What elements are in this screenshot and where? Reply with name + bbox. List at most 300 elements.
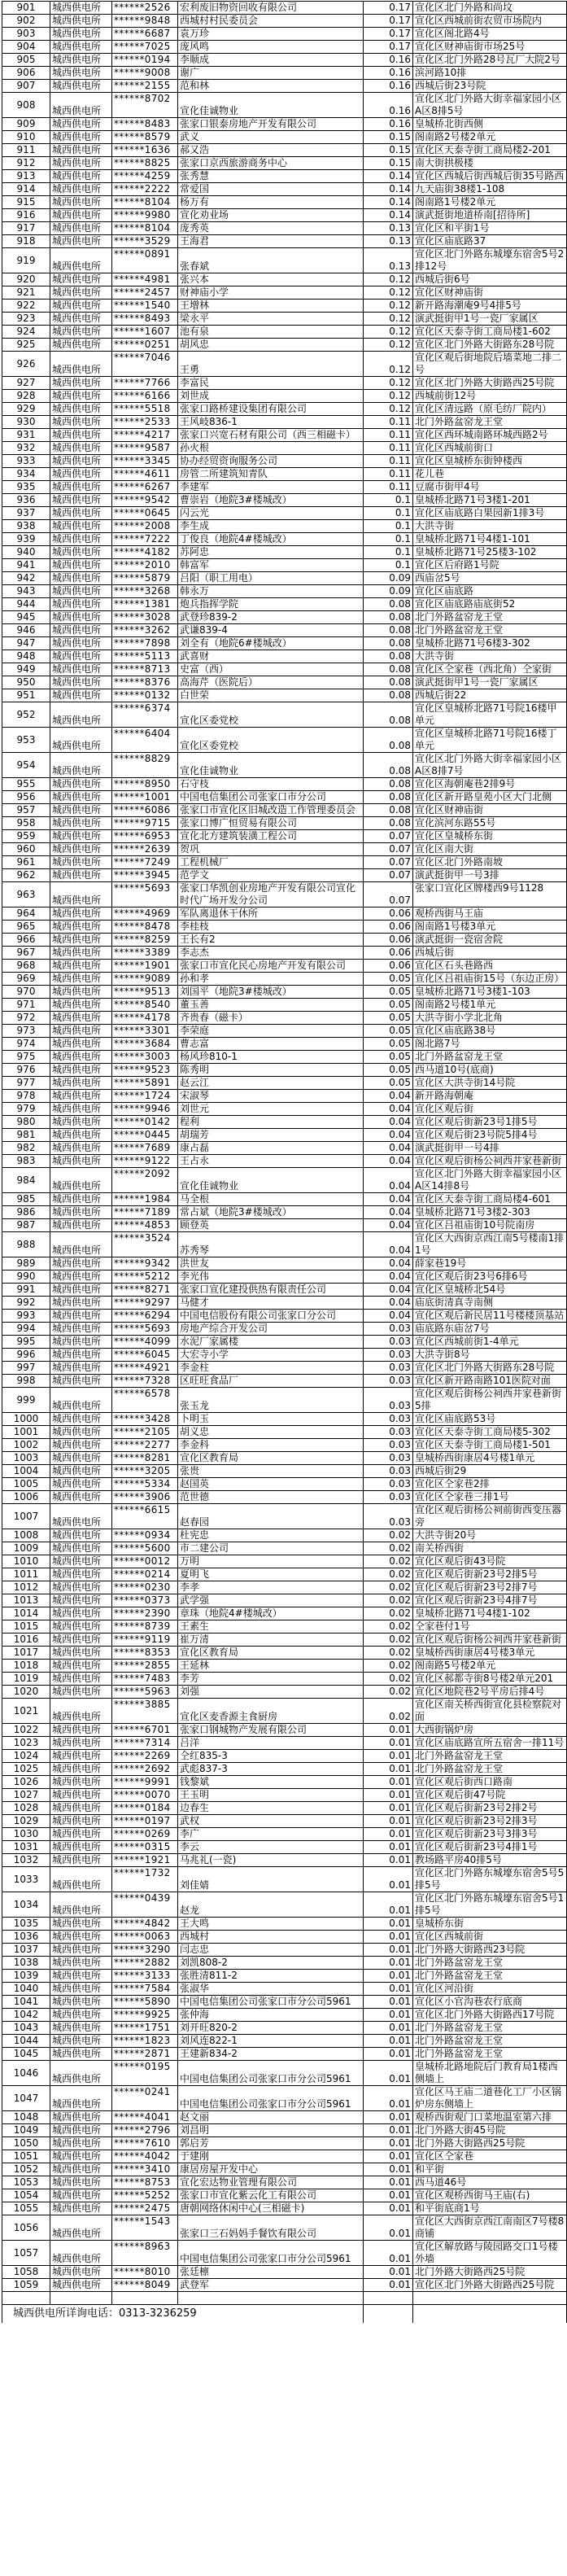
address-cell: 仝家巷付1号 bbox=[413, 1620, 567, 1634]
table-row bbox=[2, 2111, 567, 2124]
address-cell: 宣化区观后街43号院 bbox=[413, 1555, 567, 1568]
seq-cell: 993 bbox=[2, 1310, 50, 1323]
station-cell: 城西供电所 bbox=[50, 1025, 112, 1038]
amount-cell: 0.01 bbox=[364, 2111, 413, 2124]
address-cell: 大洪寺街 bbox=[413, 650, 567, 663]
seq-cell: 1056 bbox=[2, 2215, 50, 2241]
seq-cell: 1028 bbox=[2, 1802, 50, 1815]
seq-cell: 999 bbox=[2, 1388, 50, 1413]
table-row bbox=[2, 28, 567, 41]
amount-cell: 0.02 bbox=[364, 1555, 413, 1568]
amount-cell: 0.12 bbox=[364, 377, 413, 390]
customer-name-cell: 马兆礼(一瓷) bbox=[178, 1854, 364, 1867]
customer-name-cell: 钱黎斌 bbox=[178, 1776, 364, 1789]
table-row bbox=[2, 1142, 567, 1155]
account-cell: ******8049 bbox=[112, 2279, 178, 2292]
seq-cell: 1059 bbox=[2, 2279, 50, 2292]
seq-cell: 918 bbox=[2, 235, 50, 248]
amount-cell: 0.01 bbox=[364, 2061, 413, 2086]
account-cell: ******9089 bbox=[112, 973, 178, 986]
table-row bbox=[2, 352, 567, 377]
station-cell: 城西供电所 bbox=[50, 352, 112, 377]
amount-cell: 0.04 bbox=[364, 1090, 413, 1103]
table-row bbox=[2, 1388, 567, 1413]
station-cell: 城西供电所 bbox=[50, 390, 112, 403]
station-cell: 城西供电所 bbox=[50, 326, 112, 339]
table-row bbox=[2, 804, 567, 817]
account-cell: ******6687 bbox=[112, 28, 178, 41]
customer-name-cell: 财神庙小学 bbox=[178, 286, 364, 300]
address-cell: 宣化区观后街新23号1排5号 bbox=[413, 1116, 567, 1129]
station-cell: 城西供电所 bbox=[50, 1193, 112, 1206]
seq-cell: 922 bbox=[2, 300, 50, 313]
amount-cell: 0.01 bbox=[364, 1750, 413, 1763]
station-cell: 城西供电所 bbox=[50, 1529, 112, 1542]
amount-cell: 0.08 bbox=[364, 778, 413, 791]
amount-cell: 0.01 bbox=[364, 1789, 413, 1802]
station-cell: 城西供电所 bbox=[50, 286, 112, 300]
station-cell: 城西供电所 bbox=[50, 235, 112, 248]
seq-cell: 997 bbox=[2, 1362, 50, 1375]
address-cell: 庙底街清真寺南侧 bbox=[413, 1297, 567, 1310]
seq-cell: 917 bbox=[2, 222, 50, 235]
table-row bbox=[2, 183, 567, 196]
account-cell: ******0194 bbox=[112, 54, 178, 67]
amount-cell: 0.08 bbox=[364, 689, 413, 702]
address-cell: 宣化区观后街新23号4排1号 bbox=[413, 1841, 567, 1854]
account-cell: ******5891 bbox=[112, 1077, 178, 1090]
station-cell: 城西供电所 bbox=[50, 999, 112, 1012]
account-cell: ******8483 bbox=[112, 118, 178, 131]
amount-cell: 0.03 bbox=[364, 1336, 413, 1349]
table-row bbox=[2, 1116, 567, 1129]
seq-cell: 975 bbox=[2, 1051, 50, 1064]
address-cell: 皇城桥北街西侧 bbox=[413, 118, 567, 131]
amount-cell: 0.08 bbox=[364, 804, 413, 817]
customer-name-cell: 康占磊 bbox=[178, 1142, 364, 1155]
station-cell: 城西供电所 bbox=[50, 804, 112, 817]
station-cell: 城西供电所 bbox=[50, 2009, 112, 2022]
seq-cell: 1018 bbox=[2, 1660, 50, 1673]
station-cell: 城西供电所 bbox=[50, 67, 112, 80]
seq-cell: 1013 bbox=[2, 1594, 50, 1607]
address-cell: 宣化区观后街西口路南 bbox=[413, 1776, 567, 1789]
customer-name-cell: 武义 bbox=[178, 131, 364, 144]
customer-name-cell: 范学文 bbox=[178, 869, 364, 882]
amount-cell: 0.11 bbox=[364, 481, 413, 494]
station-cell: 城西供电所 bbox=[50, 960, 112, 973]
table-row bbox=[2, 1568, 567, 1581]
station-cell: 城西供电所 bbox=[50, 1918, 112, 1931]
address-cell: 西城后街 bbox=[413, 947, 567, 960]
amount-cell: 0.09 bbox=[364, 572, 413, 585]
customer-name-cell: 韩富军 bbox=[178, 559, 364, 572]
customer-name-cell: 李建军 bbox=[178, 481, 364, 494]
account-cell: ******0142 bbox=[112, 1116, 178, 1129]
customer-name-cell: 张家口路桥建设集团有限公司 bbox=[178, 403, 364, 416]
station-cell: 城西供电所 bbox=[50, 1168, 112, 1193]
customer-name-cell: 曹崇岩（地院3#楼城改） bbox=[178, 494, 364, 507]
seq-cell: 924 bbox=[2, 326, 50, 339]
address-cell: 宣化区观后街新23号2排5号 bbox=[413, 1568, 567, 1581]
table-body bbox=[2, 2, 567, 2292]
table-row bbox=[2, 326, 567, 339]
amount-cell: 0.11 bbox=[364, 429, 413, 442]
customer-name-cell: 池有泉 bbox=[178, 326, 364, 339]
station-cell: 城西供电所 bbox=[50, 209, 112, 222]
address-cell: 观桥西街马王庙 bbox=[413, 908, 567, 921]
address-cell: 宣化区大西街京西江南5号楼南1排1号 bbox=[413, 1232, 567, 1257]
table-row bbox=[2, 1634, 567, 1647]
amount-cell: 0.01 bbox=[364, 2124, 413, 2137]
seq-cell: 1031 bbox=[2, 1841, 50, 1854]
account-cell: ******5252 bbox=[112, 2189, 178, 2202]
amount-cell: 0.16 bbox=[364, 80, 413, 93]
seq-cell: 1029 bbox=[2, 1815, 50, 1828]
seq-cell: 1039 bbox=[2, 1970, 50, 1983]
address-cell: 宣化区财神庙街 bbox=[413, 286, 567, 300]
customer-name-cell: 工程机械厂 bbox=[178, 856, 364, 869]
account-cell: ******0230 bbox=[112, 1581, 178, 1594]
amount-cell: 0.1 bbox=[364, 494, 413, 507]
address-cell: 宣化区西城前街农贸市场院内 bbox=[413, 15, 567, 28]
amount-cell: 0.1 bbox=[364, 520, 413, 533]
account-cell: ******2155 bbox=[112, 80, 178, 93]
amount-cell: 0.01 bbox=[364, 1802, 413, 1815]
seq-cell: 1023 bbox=[2, 1737, 50, 1750]
address-cell: 宣化区吕祖庙街15号（东边正房） bbox=[413, 973, 567, 986]
station-cell: 城西供电所 bbox=[50, 118, 112, 131]
seq-cell: 912 bbox=[2, 157, 50, 170]
account-cell: ******2105 bbox=[112, 1426, 178, 1439]
station-cell: 城西供电所 bbox=[50, 1323, 112, 1336]
table-row bbox=[2, 2061, 567, 2086]
address-cell: 阁北路7号 bbox=[413, 1038, 567, 1051]
station-cell: 城西供电所 bbox=[50, 28, 112, 41]
station-cell: 城西供电所 bbox=[50, 2215, 112, 2241]
amount-cell: 0.02 bbox=[364, 1699, 413, 1724]
station-cell: 城西供电所 bbox=[50, 1297, 112, 1310]
station-cell: 城西供电所 bbox=[50, 1129, 112, 1142]
customer-name-cell: 王勇 bbox=[178, 352, 364, 377]
amount-cell: 0.03 bbox=[364, 1375, 413, 1388]
seq-cell: 926 bbox=[2, 352, 50, 377]
seq-cell: 981 bbox=[2, 1129, 50, 1142]
address-cell: 阁南路1号楼3单元 bbox=[413, 921, 567, 934]
amount-cell: 0.05 bbox=[364, 986, 413, 999]
account-cell: ******6374 bbox=[112, 702, 178, 728]
table-row bbox=[2, 67, 567, 80]
account-cell: ******4969 bbox=[112, 908, 178, 921]
table-row bbox=[2, 728, 567, 753]
seq-cell: 1001 bbox=[2, 1426, 50, 1439]
seq-cell: 923 bbox=[2, 313, 50, 326]
amount-cell: 0.03 bbox=[364, 1349, 413, 1362]
station-cell: 城西供电所 bbox=[50, 1737, 112, 1750]
table-row bbox=[2, 817, 567, 830]
customer-name-cell: 刘风连822-1 bbox=[178, 2035, 364, 2048]
account-cell: ******7610 bbox=[112, 2137, 178, 2150]
amount-cell: 0.01 bbox=[364, 2022, 413, 2035]
amount-cell: 0.01 bbox=[364, 1867, 413, 1892]
seq-cell: 976 bbox=[2, 1064, 50, 1077]
amount-cell: 0.01 bbox=[364, 1763, 413, 1776]
table-row bbox=[2, 663, 567, 676]
amount-cell: 0.03 bbox=[364, 1362, 413, 1375]
seq-cell: 920 bbox=[2, 273, 50, 286]
account-cell: ******2010 bbox=[112, 559, 178, 572]
address-cell: 宣化区北门外路大街幸福家园小区A区14排8号 bbox=[413, 1168, 567, 1193]
station-cell: 城西供电所 bbox=[50, 2124, 112, 2137]
customer-name-cell: 武彪837-3 bbox=[178, 1763, 364, 1776]
address-cell: 豆腐市街甲4号 bbox=[413, 481, 567, 494]
address-cell: 北门外路大街路西23号院 bbox=[413, 1944, 567, 1957]
table-row bbox=[2, 273, 567, 286]
customer-name-cell: 赵龙 bbox=[178, 1892, 364, 1918]
table-row bbox=[2, 248, 567, 273]
customer-name-cell: 张贵 bbox=[178, 1465, 364, 1478]
account-cell: ******3389 bbox=[112, 947, 178, 960]
address-cell: 宣化区庙底路白果园新1排3号 bbox=[413, 507, 567, 520]
address-cell: 宣化区仝家巷三排1号 bbox=[413, 1491, 567, 1504]
table-row bbox=[2, 1284, 567, 1297]
table-row bbox=[2, 856, 567, 869]
amount-cell: 0.12 bbox=[364, 313, 413, 326]
address-cell: 西城后街29 bbox=[413, 1465, 567, 1478]
customer-name-cell: 宣化区教育局 bbox=[178, 1452, 364, 1465]
account-cell: ******5693 bbox=[112, 1323, 178, 1336]
address-cell: 宣化区观桥西街马王庙(右) bbox=[413, 2189, 567, 2202]
station-cell: 城西供电所 bbox=[50, 1776, 112, 1789]
customer-name-cell: 区旺旺食品厂 bbox=[178, 1375, 364, 1388]
station-cell: 城西供电所 bbox=[50, 1996, 112, 2009]
address-cell: 西城后街23号院 bbox=[413, 80, 567, 93]
seq-cell: 934 bbox=[2, 468, 50, 481]
customer-name-cell: 张家口华凯创业房地产开发有限公司宣化时代广场开发分公司 bbox=[178, 882, 364, 908]
amount-cell: 0.02 bbox=[364, 1529, 413, 1542]
account-cell: ******0184 bbox=[112, 1802, 178, 1815]
station-cell: 城西供电所 bbox=[50, 481, 112, 494]
address-cell: 宣化区天泰寺街工商局楼1-602 bbox=[413, 326, 567, 339]
table-row bbox=[2, 1607, 567, 1620]
seq-cell: 1012 bbox=[2, 1581, 50, 1594]
account-cell: ******0439 bbox=[112, 1892, 178, 1918]
table-row bbox=[2, 2279, 567, 2292]
customer-name-cell: 张兴本 bbox=[178, 273, 364, 286]
customer-name-cell: 梁永平 bbox=[178, 313, 364, 326]
seq-cell: 1014 bbox=[2, 1607, 50, 1620]
station-cell: 城西供电所 bbox=[50, 533, 112, 546]
seq-cell: 1034 bbox=[2, 1892, 50, 1918]
station-cell: 城西供电所 bbox=[50, 2022, 112, 2035]
table-row bbox=[2, 1465, 567, 1478]
station-cell: 城西供电所 bbox=[50, 1310, 112, 1323]
amount-cell: 0.02 bbox=[364, 1620, 413, 1634]
seq-cell: 944 bbox=[2, 598, 50, 611]
station-cell: 城西供电所 bbox=[50, 1581, 112, 1594]
station-cell: 城西供电所 bbox=[50, 2189, 112, 2202]
amount-cell: 0.06 bbox=[364, 934, 413, 947]
account-cell: ******8963 bbox=[112, 2241, 178, 2266]
table-row bbox=[2, 1750, 567, 1763]
station-cell: 城西供电所 bbox=[50, 1426, 112, 1439]
customer-name-cell: 武权 bbox=[178, 1815, 364, 1828]
seq-cell: 940 bbox=[2, 546, 50, 559]
account-cell: ******0373 bbox=[112, 1594, 178, 1607]
table-row bbox=[2, 830, 567, 843]
address-cell: 宣化区庙底路53号 bbox=[413, 1413, 567, 1426]
station-cell: 城西供电所 bbox=[50, 1568, 112, 1581]
seq-cell: 936 bbox=[2, 494, 50, 507]
account-cell: ******3028 bbox=[112, 611, 178, 624]
customer-name-cell: 石守枝 bbox=[178, 778, 364, 791]
account-cell: ******2475 bbox=[112, 2202, 178, 2215]
customer-name-cell: 刘凯808-2 bbox=[178, 1957, 364, 1970]
amount-cell: 0.03 bbox=[364, 1323, 413, 1336]
seq-cell: 905 bbox=[2, 54, 50, 67]
account-cell: ******8259 bbox=[112, 934, 178, 947]
amount-cell: 0.05 bbox=[364, 1051, 413, 1064]
amount-cell: 0.01 bbox=[364, 1944, 413, 1957]
station-cell: 城西供电所 bbox=[50, 2, 112, 15]
station-cell: 城西供电所 bbox=[50, 676, 112, 689]
account-cell: ******2222 bbox=[112, 183, 178, 196]
amount-cell: 0.03 bbox=[364, 1439, 413, 1452]
customer-name-cell: 曹志富 bbox=[178, 1038, 364, 1051]
station-cell: 城西供电所 bbox=[50, 520, 112, 533]
table-row bbox=[2, 585, 567, 598]
amount-cell: 0.01 bbox=[364, 2137, 413, 2150]
address-cell: 宣化区观后街杨公祠西井家巷新街5排 bbox=[413, 1388, 567, 1413]
address-cell: 西庙岔5号 bbox=[413, 572, 567, 585]
station-cell: 城西供电所 bbox=[50, 2061, 112, 2086]
table-row bbox=[2, 753, 567, 778]
seq-cell: 1026 bbox=[2, 1776, 50, 1789]
amount-cell: 0.16 bbox=[364, 118, 413, 131]
account-cell: ******2882 bbox=[112, 1957, 178, 1970]
account-cell: ******3133 bbox=[112, 1970, 178, 1983]
address-cell: 宣化区观后街23号6排6号 bbox=[413, 1271, 567, 1284]
account-cell: ******9119 bbox=[112, 1634, 178, 1647]
table-row bbox=[2, 313, 567, 326]
station-cell: 城西供电所 bbox=[50, 1542, 112, 1555]
address-cell: 宣化区天泰寺街工商局楼4-601 bbox=[413, 1193, 567, 1206]
account-cell: ******2639 bbox=[112, 843, 178, 856]
address-cell: 宣化区西环城南路环城西路2号 bbox=[413, 429, 567, 442]
station-cell: 城西供电所 bbox=[50, 728, 112, 753]
account-cell: ******0891 bbox=[112, 248, 178, 273]
address-cell: 北门外路盆窑龙王堂 bbox=[413, 2022, 567, 2035]
amount-cell: 0.17 bbox=[364, 15, 413, 28]
customer-name-cell: 张家口市宣化紫云化工有限公司 bbox=[178, 2189, 364, 2202]
amount-cell: 0.04 bbox=[364, 1297, 413, 1310]
address-cell: 和平街底商1号 bbox=[413, 2202, 567, 2215]
seq-cell: 961 bbox=[2, 856, 50, 869]
customer-name-cell: 房地产综合开发公司 bbox=[178, 1323, 364, 1336]
seq-cell: 909 bbox=[2, 118, 50, 131]
seq-cell: 1054 bbox=[2, 2189, 50, 2202]
amount-cell: 0.08 bbox=[364, 817, 413, 830]
amount-cell: 0.01 bbox=[364, 1996, 413, 2009]
table-row bbox=[2, 559, 567, 572]
account-cell: ******6045 bbox=[112, 1349, 178, 1362]
table-row bbox=[2, 1349, 567, 1362]
customer-name-cell: 卜明玉 bbox=[178, 1413, 364, 1426]
table-row bbox=[2, 93, 567, 118]
address-cell: 宣化区皇城桥北路71号院16楼丁单元 bbox=[413, 728, 567, 753]
amount-cell: 0.04 bbox=[364, 1129, 413, 1142]
empty-cell bbox=[413, 2305, 567, 2323]
table-row bbox=[2, 999, 567, 1012]
account-cell: ******2871 bbox=[112, 2048, 178, 2061]
address-cell: 宣化区地院巷2号平房后排4号 bbox=[413, 1686, 567, 1699]
station-cell: 城西供电所 bbox=[50, 183, 112, 196]
seq-cell: 935 bbox=[2, 481, 50, 494]
table-row bbox=[2, 1931, 567, 1944]
address-cell: 大西街锅炉房 bbox=[413, 1724, 567, 1737]
account-cell: ******8478 bbox=[112, 921, 178, 934]
amount-cell: 0.03 bbox=[364, 1413, 413, 1426]
address-cell: 皇城桥西街康居4号楼3单元 bbox=[413, 1647, 567, 1660]
amount-cell: 0.1 bbox=[364, 533, 413, 546]
table-row bbox=[2, 157, 567, 170]
amount-cell: 0.01 bbox=[364, 2009, 413, 2022]
footer-phone-text: 城西供电所详询电话：0313-3236259 bbox=[2, 2305, 364, 2323]
address-cell: 张家口宣化区牌楼西9号1128 bbox=[413, 882, 567, 908]
station-cell: 城西供电所 bbox=[50, 1116, 112, 1129]
account-cell: ******7689 bbox=[112, 1142, 178, 1155]
customer-name-cell: 胡义忠 bbox=[178, 1426, 364, 1439]
customer-name-cell: 闪云光 bbox=[178, 507, 364, 520]
account-cell: ******4178 bbox=[112, 1012, 178, 1025]
amount-cell: 0.08 bbox=[364, 791, 413, 804]
account-cell: ******3268 bbox=[112, 585, 178, 598]
customer-name-cell: 张家口三石妈妈手餐饮有限公司 bbox=[178, 2215, 364, 2241]
customer-name-cell: 常占斌（地院3#楼城改） bbox=[178, 1206, 364, 1219]
station-cell: 城西供电所 bbox=[50, 144, 112, 157]
table-row bbox=[2, 15, 567, 28]
station-cell: 城西供电所 bbox=[50, 611, 112, 624]
customer-name-cell: 王海君 bbox=[178, 235, 364, 248]
account-cell: ******7222 bbox=[112, 533, 178, 546]
amount-cell: 0.03 bbox=[364, 1452, 413, 1465]
seq-cell: 907 bbox=[2, 80, 50, 93]
customer-name-cell: 张春斌 bbox=[178, 248, 364, 273]
account-cell: ******0070 bbox=[112, 1789, 178, 1802]
amount-cell: 0.16 bbox=[364, 54, 413, 67]
station-cell: 城西供电所 bbox=[50, 1841, 112, 1854]
station-cell: 城西供电所 bbox=[50, 339, 112, 352]
amount-cell: 0.06 bbox=[364, 921, 413, 934]
account-cell: ******8104 bbox=[112, 222, 178, 235]
customer-name-cell: 顾登英 bbox=[178, 1219, 364, 1232]
station-cell: 城西供电所 bbox=[50, 1970, 112, 1983]
station-cell: 城西供电所 bbox=[50, 507, 112, 520]
table-row bbox=[2, 1828, 567, 1841]
table-row bbox=[2, 791, 567, 804]
account-cell: ******9848 bbox=[112, 15, 178, 28]
station-cell: 城西供电所 bbox=[50, 403, 112, 416]
table-row bbox=[2, 1025, 567, 1038]
station-cell: 城西供电所 bbox=[50, 973, 112, 986]
account-cell: ******2796 bbox=[112, 2124, 178, 2137]
address-cell: 宣化区大西街京西江南南区7号楼8商铺 bbox=[413, 2215, 567, 2241]
account-cell: ******2855 bbox=[112, 1660, 178, 1673]
amount-cell: 0.11 bbox=[364, 442, 413, 455]
station-cell: 城西供电所 bbox=[50, 455, 112, 468]
amount-cell: 0.17 bbox=[364, 28, 413, 41]
amount-cell: 0.01 bbox=[364, 2189, 413, 2202]
